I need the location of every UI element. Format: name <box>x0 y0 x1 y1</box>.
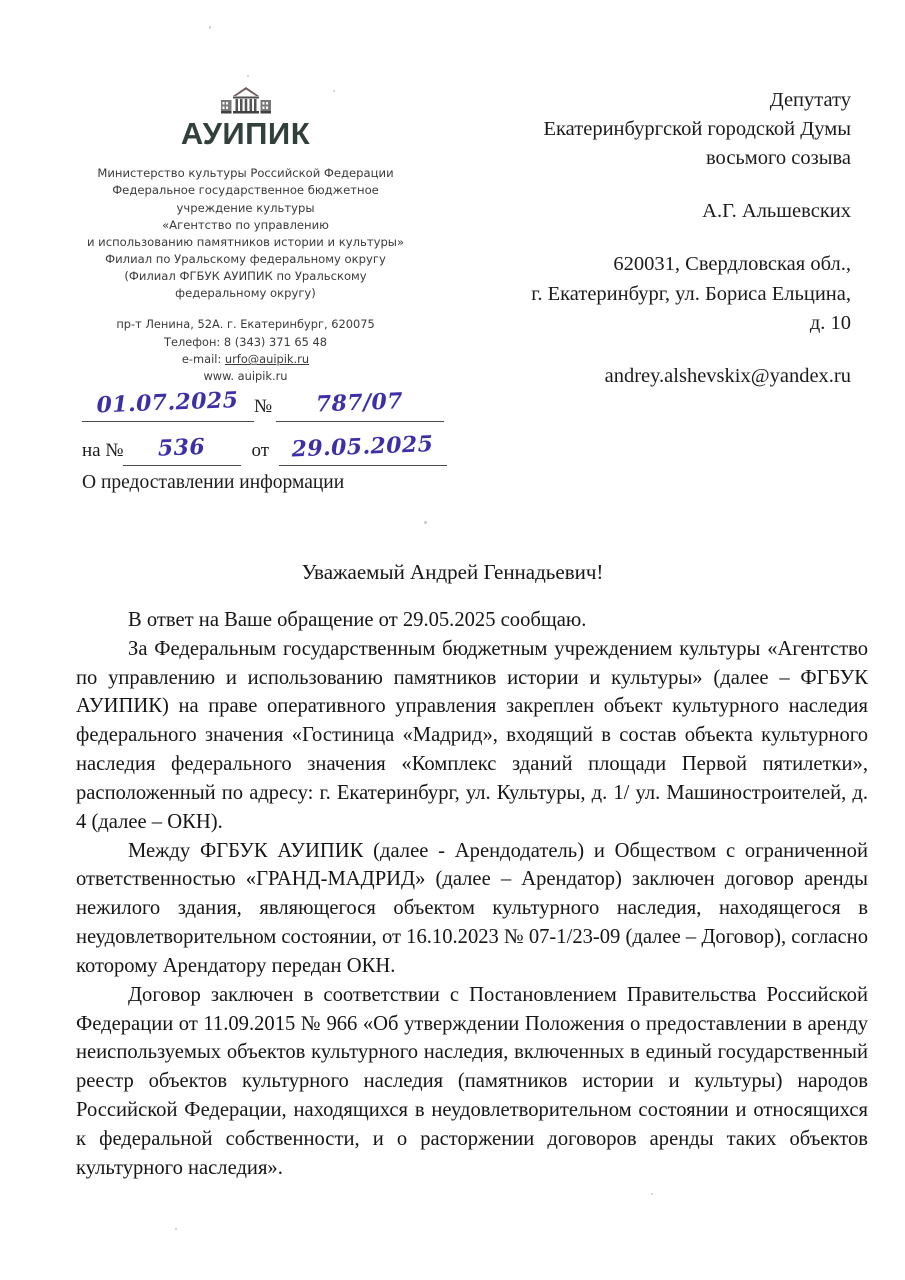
subject-line: О предоставлении информации <box>82 472 345 493</box>
scan-speck <box>424 521 427 524</box>
handwritten-incoming-date: 29.05.2025 <box>291 431 434 463</box>
body-paragraph: В ответ на Ваше обращение от 29.05.2025 сообщаю. <box>128 609 587 631</box>
recipient-title <box>456 86 851 173</box>
recipient-title-line: Депутату <box>769 89 851 111</box>
recipient-email: andrey.alshevskix@yandex.ru <box>604 364 851 387</box>
phone-number: Телефон: 8 (343) 371 65 48 <box>164 334 327 349</box>
outgoing-date-field <box>82 386 254 422</box>
organization-description <box>78 165 413 302</box>
org-line: и использованию памятников истории и культуры» <box>86 234 405 249</box>
recipient-name: А.Г. Альшевских <box>702 200 851 223</box>
email-label: e-mail: <box>181 352 225 367</box>
organization-wordmark: АУИПИК <box>180 116 311 151</box>
org-line: Федеральное государственное бюджетное <box>112 183 379 198</box>
letter-body <box>76 606 868 1183</box>
scan-speck <box>247 75 249 77</box>
scan-speck <box>175 1228 177 1230</box>
incoming-number-field <box>123 435 241 466</box>
org-line: «Агентство по управлению <box>162 217 329 232</box>
org-line: (Филиал ФГБУК АУИПИК по Уральскому <box>124 269 367 284</box>
outgoing-number-field <box>276 388 444 422</box>
body-paragraph: Между ФГБУК АУИПИК (далее - Арендодатель) и Обществом с ограниченной ответственностью «ГРАНД-МАДРИД» (далее – Арендатор) заключен договор аренды нежилого здания, являющегося объектом культурного наследия, находящегося в неудовлетворительном состоянии, от 16.10.2023 № 07-1/23-09 (далее – Договор), согласно которому Арендатору передан ОКН. <box>76 839 868 977</box>
contact-block <box>78 316 413 385</box>
body-paragraph: Договор заключен в соответствии с Постановлением Правительства Российской Федерации от 11.09.2015 № 966 «Об утверждении Положения о предоставлении в аренду неиспользуемых объектов культурного наследия, включенных в единый государственный реестр объектов культурного наследия (памятников истории и культуры) народов Российской Федерации, находящихся в неудовлетворительном состоянии и относящихся к федеральной собственности, и о расторжении договоров аренды таких объектов культурного наследия». <box>76 983 868 1179</box>
handwritten-outgoing-date: 01.07.2025 <box>96 386 239 419</box>
postal-line: 620031, Свердловская обл., <box>613 253 851 276</box>
postal-address: пр-т Ленина, 52А. г. Екатеринбург, 620075 <box>116 317 375 332</box>
incoming-number-label: на № <box>82 440 124 461</box>
org-line: учреждение культуры <box>176 200 315 215</box>
from-label: от <box>251 440 270 461</box>
number-symbol-label: № <box>254 396 273 417</box>
postal-line: д. 10 <box>809 311 851 334</box>
postal-line: г. Екатеринбург, ул. Бориса Ельцина, <box>531 282 851 305</box>
greeting-line: Уважаемый Андрей Геннадьевич! <box>301 560 604 584</box>
letterhead <box>78 86 413 386</box>
org-line: Филиал по Уральскому федеральному округу <box>105 252 386 267</box>
scan-speck <box>209 26 211 29</box>
org-line: Министерство культуры Российской Федерации <box>97 166 394 181</box>
registration-block <box>82 388 482 466</box>
addressee-block <box>456 86 851 391</box>
scan-speck <box>651 1193 653 1195</box>
handwritten-outgoing-number: 787/07 <box>315 388 404 418</box>
incoming-date-field <box>279 431 447 466</box>
classical-building-icon <box>215 86 277 116</box>
recipient-postal-address <box>456 250 851 337</box>
incoming-registration-row <box>82 432 482 466</box>
website-url[interactable]: www. auipik.ru <box>203 369 288 384</box>
recipient-title-line: восьмого созыва <box>706 147 851 170</box>
handwritten-incoming-number: 536 <box>157 433 206 462</box>
outgoing-registration-row <box>82 388 482 422</box>
org-line: федеральному округу) <box>175 286 316 301</box>
body-paragraph: За Федеральным государственным бюджетным учреждением культуры «Агентство по управлению и использованию памятников истории и культуры» (далее – ФГБУК АУИПИК) на праве оперативного управления закреплен объект культурного наследия федерального значения «Гостиница «Мадрид», входящий в состав объекта культурного наследия федерального значения «Комплекс зданий площади Первой пятилетки», расположенный по адресу: г. Екатеринбург, ул. Культуры, д. 1/ ул. Машиностроителей, д. 4 (далее – ОКН). <box>76 637 868 833</box>
recipient-title-line: Екатеринбургской городской Думы <box>543 118 851 141</box>
email-link[interactable]: urfo@auipik.ru <box>224 352 310 367</box>
email-row <box>78 351 413 368</box>
